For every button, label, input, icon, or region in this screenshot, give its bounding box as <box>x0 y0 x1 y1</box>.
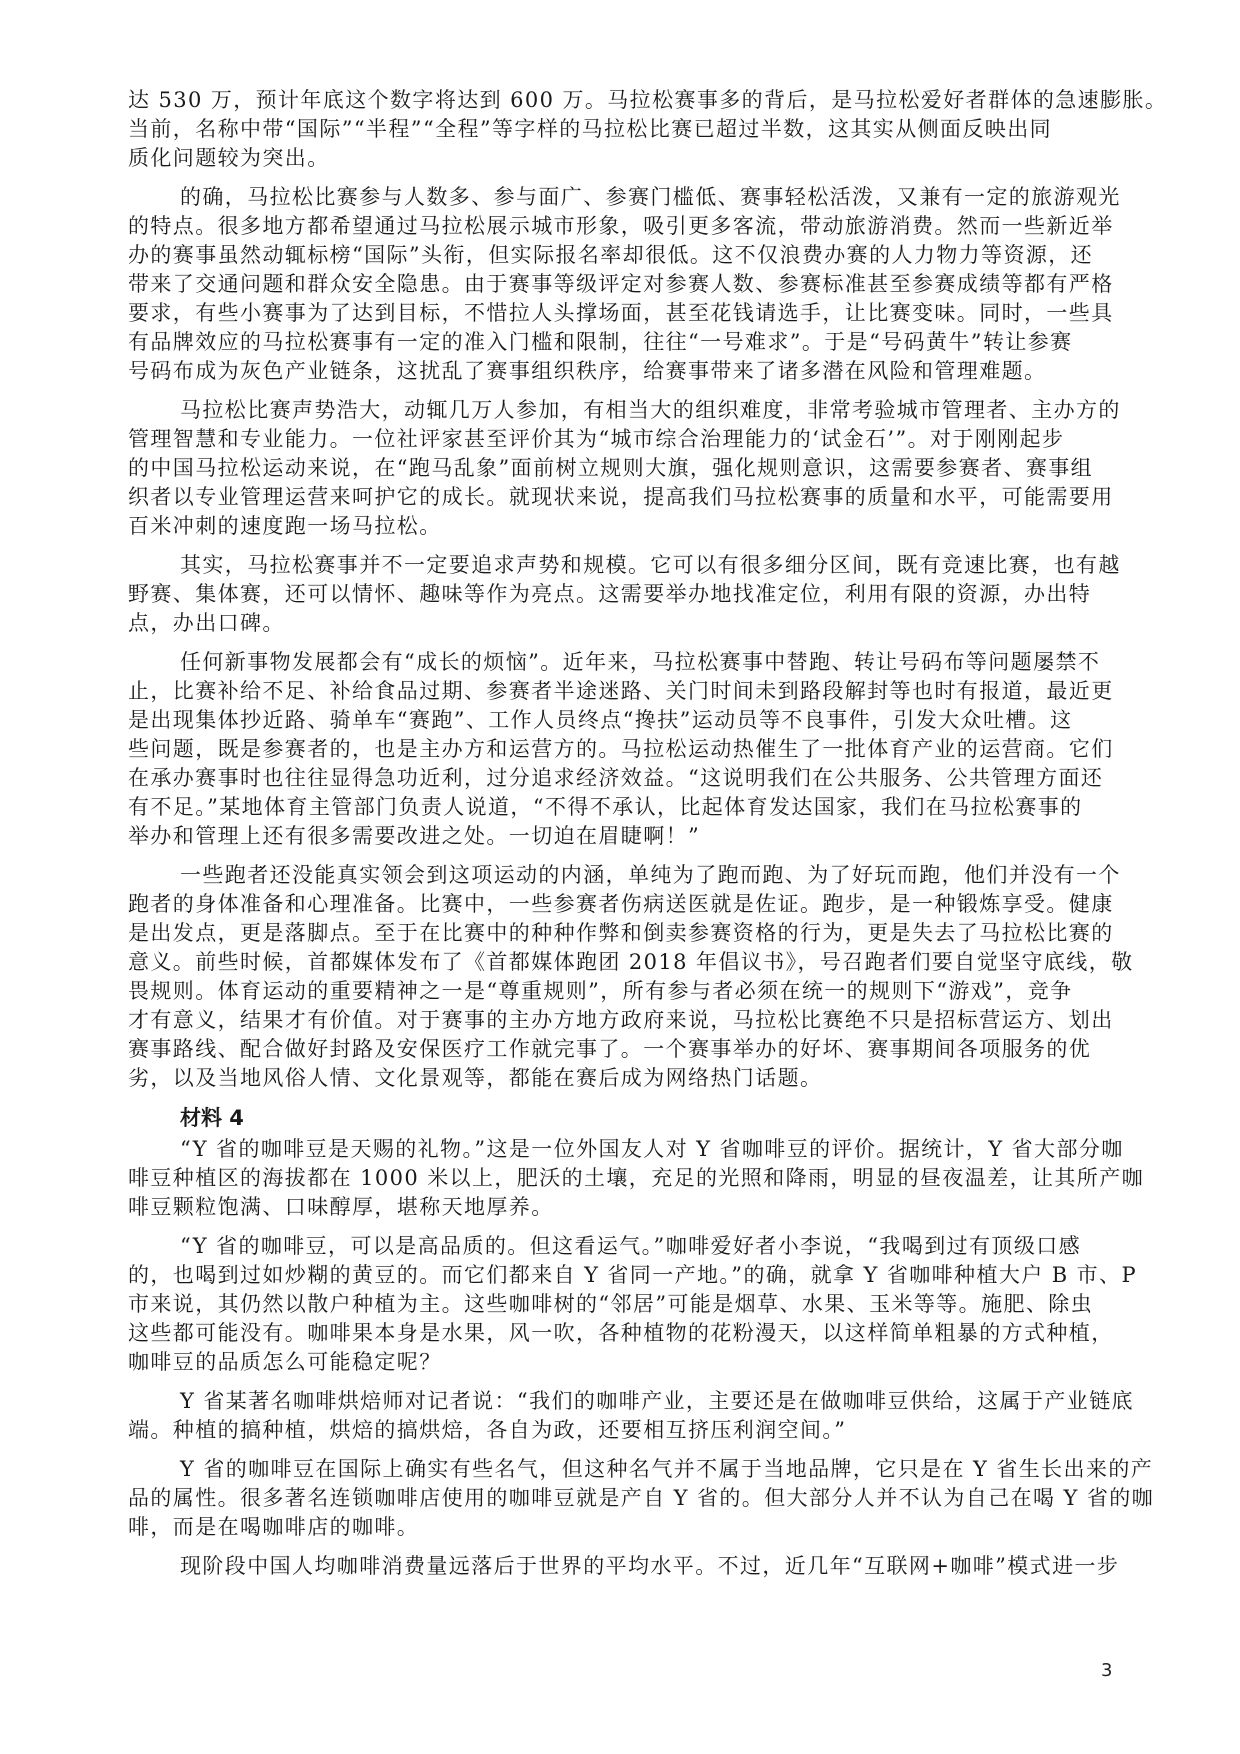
paragraph <box>128 86 1168 173</box>
text-line: 点，办出口碑。 <box>128 611 285 635</box>
text-line: 端。种植的搞种植，烘焙的搞烘焙，各自为政，还要相互挤压利润空间。” <box>128 1418 847 1442</box>
text-line: 质化问题较为突出。 <box>128 146 330 170</box>
page-number: 3 <box>1101 1660 1113 1681</box>
text-line: 有品牌效应的马拉松赛事有一定的准入门槛和限制，往往“一号难求”。于是“号码黄牛”转让参赛 <box>128 330 1073 354</box>
paragraph <box>128 1232 1137 1377</box>
text-line: 的中国马拉松运动来说，在“跑马乱象”面前树立规则大旗，强化规则意识，这需要参赛者、赛事组 <box>128 456 1094 480</box>
text-line: “Y 省的咖啡豆，可以是高品质的。但这看运气。”咖啡爱好者小李说，“我喝到过有顶级口感 <box>180 1234 1082 1258</box>
text-line: 劣，以及当地风俗人情、文化景观等，都能在赛后成为网络热门话题。 <box>128 1066 823 1090</box>
text-line: 跑者的身体准备和心理准备。比赛中，一些参赛者伤病送医就是佐证。跑步，是一种锻炼享受。健康 <box>128 892 1114 916</box>
paragraph <box>128 551 1121 638</box>
text-line: “Y 省的咖啡豆是天赐的礼物。”这是一位外国友人对 Y 省咖啡豆的评价。据统计，Y 省大部分咖 <box>180 1137 1124 1161</box>
text-line: 有不足。”某地体育主管部门负责人说道，“不得不承认，比起体育发达国家，我们在马拉松赛事的 <box>128 795 1083 819</box>
text-line: 达 530 万，预计年底这个数字将达到 600 万。马拉松赛事多的背后，是马拉松爱好者群体的急速膨胀。 <box>128 88 1168 112</box>
text-line: 品的属性。很多著名连锁咖啡店使用的咖啡豆就是产自 Y 省的。但大部分人并不认为自己在喝 Y 省的咖 <box>128 1486 1155 1510</box>
paragraph <box>128 648 1114 851</box>
text-line: 管理智慧和专业能力。一位社评家甚至评价其为“城市综合治理能力的‘试金石’”。对于刚刚起步 <box>128 427 1065 451</box>
text-line: 号码布成为灰色产业链条，这扰乱了赛事组织秩序，给赛事带来了诸多潜在风险和管理难题。 <box>128 359 1047 383</box>
text-line: 马拉松比赛声势浩大，动辄几万人参加，有相当大的组织难度，非常考验城市管理者、主办方的 <box>180 398 1121 422</box>
text-line: 些问题，既是参赛者的，也是主办方和运营方的。马拉松运动热催生了一批体育产业的运营商。它们 <box>128 737 1114 761</box>
paragraph <box>128 396 1121 541</box>
text-line: 带来了交通问题和群众安全隐患。由于赛事等级评定对参赛人数、参赛标准甚至参赛成绩等都有严格 <box>128 272 1114 296</box>
paragraph <box>128 1552 1120 1581</box>
section-heading: 材料 4 <box>180 1106 244 1130</box>
text-line: Y 省的咖啡豆在国际上确实有些名气，但这种名气并不属于当地品牌，它只是在 Y 省生长出来的产 <box>180 1457 1154 1481</box>
paragraph <box>128 1387 1134 1445</box>
text-line: 织者以专业管理运营来呵护它的成长。就现状来说，提高我们马拉松赛事的质量和水平，可能需要用 <box>128 485 1114 509</box>
text-line: 是出发点，更是落脚点。至于在比赛中的种种作弊和倒卖参赛资格的行为，更是失去了马拉松比赛的 <box>128 921 1114 945</box>
paragraph <box>128 1455 1155 1542</box>
paragraph <box>128 183 1121 386</box>
text-line: 咖啡豆的品质怎么可能稳定呢？ <box>128 1350 442 1374</box>
text-line: Y 省某著名咖啡烘焙师对记者说：“我们的咖啡产业，主要还是在做咖啡豆供给，这属于产业链底 <box>180 1389 1134 1413</box>
text-line: 赛事路线、配合做好封路及安保医疗工作就完事了。一个赛事举办的好坏、赛事期间各项服务的优 <box>128 1037 1092 1061</box>
text-line: 的确，马拉松比赛参与人数多、参与面广、参赛门槛低、赛事轻松活泼，又兼有一定的旅游观光 <box>180 185 1121 209</box>
text-line: 举办和管理上还有很多需要改进之处。一切迫在眉睫啊！” <box>128 824 701 848</box>
document-body <box>128 86 1168 1591</box>
text-line: 市来说，其仍然以散户种植为主。这些咖啡树的“邻居”可能是烟草、水果、玉米等等。施肥、除虫 <box>128 1292 1094 1316</box>
text-line: 的特点。很多地方都希望通过马拉松展示城市形象，吸引更多客流，带动旅游消费。然而一些新近举 <box>128 214 1114 238</box>
text-line: 现阶段中国人均咖啡消费量远落后于世界的平均水平。不过，近几年“互联网+咖啡”模式进一步 <box>180 1554 1120 1578</box>
text-line: 啡豆种植区的海拔都在 1000 米以上，肥沃的土壤，充足的光照和降雨，明显的昼夜温差，让其所产咖 <box>128 1166 1144 1190</box>
text-line: 止，比赛补给不足、补给食品过期、参赛者半途迷路、关门时间未到路段解封等也时有报道，最近更 <box>128 679 1114 703</box>
paragraph <box>128 861 1134 1093</box>
text-line: 啡，而是在喝咖啡店的咖啡。 <box>128 1515 420 1539</box>
text-line: 其实，马拉松赛事并不一定要追求声势和规模。它可以有很多细分区间，既有竞速比赛，也有越 <box>180 553 1121 577</box>
text-line: 才有意义，结果才有价值。对于赛事的主办方地方政府来说，马拉松比赛绝不只是招标营运方、划出 <box>128 1008 1114 1032</box>
text-line: 在承办赛事时也往往显得急功近利，过分追求经济效益。“这说明我们在公共服务、公共管理方面还 <box>128 766 1104 790</box>
text-line: 畏规则。体育运动的重要精神之一是“尊重规则”，所有参与者必须在统一的规则下“游戏”，竞争 <box>128 979 1073 1003</box>
paragraph <box>128 1135 1144 1222</box>
text-line: 办的赛事虽然动辄标榜“国际”头衔，但实际报名率却很低。这不仅浪费办赛的人力物力等资源，还 <box>128 243 1094 267</box>
text-line: 百米冲刺的速度跑一场马拉松。 <box>128 514 442 538</box>
text-line: 一些跑者还没能真实领会到这项运动的内涵，单纯为了跑而跑、为了好玩而跑，他们并没有一个 <box>180 863 1121 887</box>
text-line: 当前，名称中带“国际”“半程”“全程”等字样的马拉松比赛已超过半数，这其实从侧面反映出同 <box>128 117 1053 141</box>
text-line: 任何新事物发展都会有“成长的烦恼”。近年来，马拉松赛事中替跑、转让号码布等问题屡禁不 <box>180 650 1101 674</box>
text-line: 要求，有些小赛事为了达到目标，不惜拉人头撑场面，甚至花钱请选手，让比赛变味。同时，一些具 <box>128 301 1114 325</box>
text-line: 是出现集体抄近路、骑单车“赛跑”、工作人员终点“搀扶”运动员等不良事件，引发大众吐槽。这 <box>128 708 1073 732</box>
text-line: 的，也喝到过如炒糊的黄豆的。而它们都来自 Y 省同一产地。”的确，就拿 Y 省咖啡种植大户 B 市、P <box>128 1263 1137 1287</box>
text-line: 意义。前些时候，首都媒体发布了《首都媒体跑团 2018 年倡议书》，号召跑者们要自觉坚守底线，敬 <box>128 950 1134 974</box>
text-line: 这些都可能没有。咖啡果本身是水果，风一吹，各种植物的花粉漫天，以这样简单粗暴的方式种植， <box>128 1321 1114 1345</box>
text-line: 野赛、集体赛，还可以情怀、趣味等作为亮点。这需要举办地找准定位，利用有限的资源，办出特 <box>128 582 1092 606</box>
text-line: 啡豆颗粒饱满、口味醇厚，堪称天地厚养。 <box>128 1195 554 1219</box>
